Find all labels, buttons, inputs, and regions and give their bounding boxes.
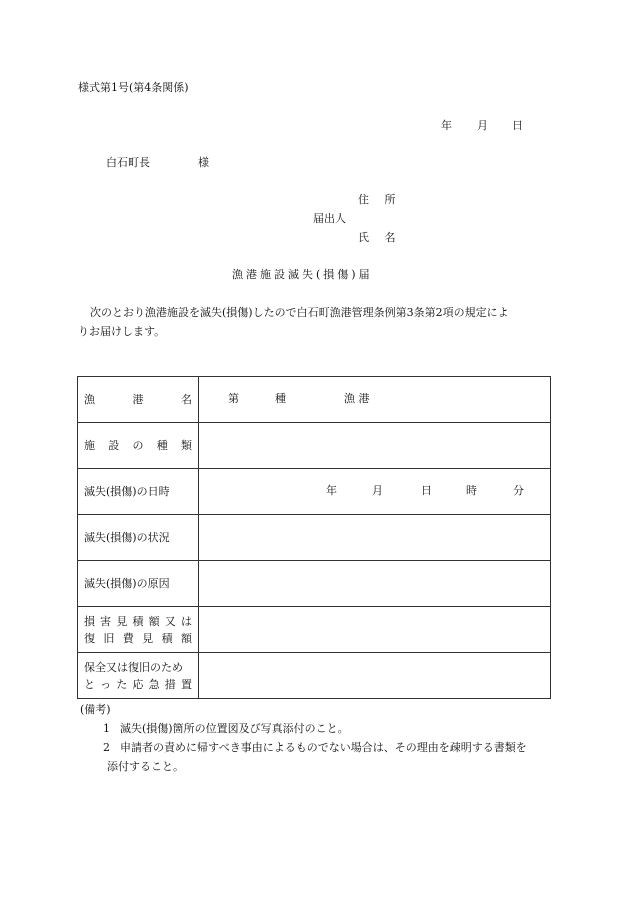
label-cell-emergency-measures — [78, 653, 199, 699]
note-1-text: 滅失(損傷)箇所の位置図及び写真添付のこと。 — [120, 722, 349, 735]
value-cell-loss-datetime[interactable] — [199, 469, 551, 515]
body-text-line-1: 次のとおり漁港施設を滅失(損傷)したので白石町漁港管理条例第3条第2項の規定によ — [90, 306, 509, 319]
table-row — [78, 377, 551, 423]
note-2-text: 申請者の責めに帰すべき事由によるものでない場合は、その理由を疎明する書類を — [120, 741, 527, 754]
notes-heading: (備考) — [80, 703, 111, 716]
table-row — [78, 653, 551, 699]
document-title: 漁港施設滅失(損傷)届 — [232, 268, 373, 281]
port-gyoko-label: 漁 港 — [344, 392, 370, 405]
label-loss-situation: 滅失(損傷)の状況 — [84, 531, 170, 544]
body-text-line-2: りお届けします。 — [78, 325, 166, 338]
addressee: 白石町長 — [106, 156, 150, 169]
note-2-continuation: 添付すること。 — [107, 760, 184, 773]
label-loss-datetime: 滅失(損傷)の日時 — [84, 485, 170, 498]
label-facility-type: 施 設 の 種 類 — [84, 439, 192, 452]
value-cell-loss-cause[interactable] — [199, 561, 551, 607]
table-row — [78, 515, 551, 561]
value-cell-damage-estimate[interactable] — [199, 607, 551, 653]
form-number: 様式第1号(第4条関係) — [78, 81, 189, 94]
form-table — [77, 376, 551, 699]
value-cell-emergency-measures[interactable] — [199, 653, 551, 699]
table-row — [78, 561, 551, 607]
datetime-day-label: 日 — [421, 484, 432, 497]
label-damage-estimate-line-2: 復 旧 費 見 積 額 — [84, 631, 192, 645]
label-cell-loss-situation — [78, 515, 199, 561]
port-dai-label: 第 — [228, 392, 239, 405]
note-2-number: 2 — [103, 741, 110, 754]
port-shu-label: 種 — [275, 392, 286, 405]
datetime-minute-label: 分 — [513, 484, 524, 497]
note-1-number: 1 — [103, 722, 110, 735]
label-cell-loss-cause — [78, 561, 199, 607]
honorific: 様 — [198, 156, 209, 169]
table-row — [78, 423, 551, 469]
address-label: 住 所 — [358, 193, 402, 206]
name-label: 氏 名 — [358, 231, 402, 244]
value-cell-port-name[interactable] — [199, 377, 551, 423]
date-day-label: 日 — [512, 119, 523, 132]
applicant-label: 届出人 — [313, 212, 346, 225]
datetime-year-label: 年 — [326, 484, 337, 497]
value-cell-loss-situation[interactable] — [199, 515, 551, 561]
label-emergency-measures-line-2: と っ た 応 急 措 置 — [84, 677, 192, 691]
datetime-month-label: 月 — [372, 484, 383, 497]
label-cell-facility-type — [78, 423, 199, 469]
table-row — [78, 607, 551, 653]
label-cell-loss-datetime — [78, 469, 199, 515]
label-damage-estimate-line-1: 損 害 見 積 額 又 は — [84, 614, 192, 628]
label-emergency-measures-line-1: 保全又は復旧のため — [84, 660, 183, 674]
label-cell-damage-estimate — [78, 607, 199, 653]
table-row — [78, 469, 551, 515]
value-cell-facility-type[interactable] — [199, 423, 551, 469]
datetime-hour-label: 時 — [466, 484, 477, 497]
label-port-name: 漁 港 名 — [84, 393, 192, 406]
date-year-label: 年 — [441, 119, 452, 132]
label-loss-cause: 滅失(損傷)の原因 — [84, 577, 170, 590]
label-cell-port-name — [78, 377, 199, 423]
date-month-label: 月 — [477, 119, 488, 132]
